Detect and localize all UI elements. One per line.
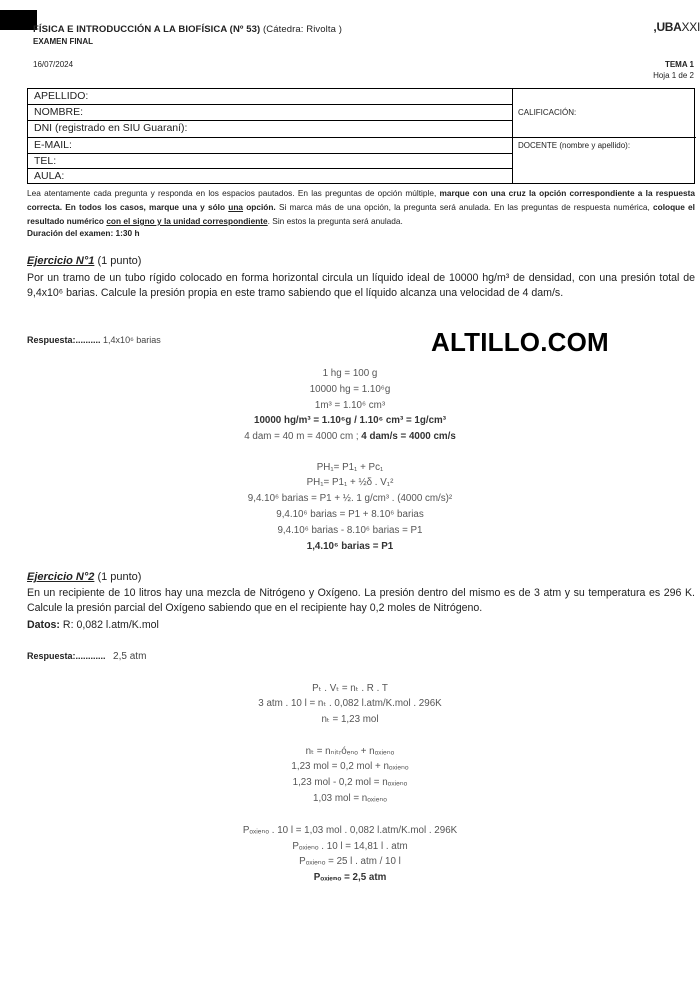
ej2-datos: Datos: R: 0,082 l.atm/K.mol — [27, 619, 159, 631]
ej1-calc-line: 10000 hg/m³ = 1.10⁶g / 1.10⁶ cm³ = 1g/cm³ — [254, 415, 446, 426]
ej1-calc-line: 4 dam = 40 m = 4000 cm ; 4 dam/s = 4000 cm/s — [244, 431, 456, 442]
ej1-heading: Ejercicio N°1 (1 punto) — [27, 255, 142, 267]
ej2-answer[interactable]: Respuesta:............ 2,5 atm — [27, 651, 147, 662]
field-docente[interactable]: DOCENTE (nombre y apellido): — [518, 141, 631, 150]
ej2-calc-result: Pₒₓᵢₑₙₒ = 2,5 atm — [313, 872, 387, 883]
field-apellido[interactable]: APELLIDO: — [28, 89, 512, 105]
ej2-calc-line: Pₜ . Vₜ = nₜ . R . T — [312, 683, 388, 694]
ej2-calc-line: Pₒₓᵢₑₙₒ = 25 l . atm / 10 l — [299, 856, 401, 867]
ej2-calc-line: 3 atm . 10 l = nₜ . 0,082 l.atm/K.mol . 296K — [258, 698, 442, 709]
form-divider — [512, 89, 513, 183]
redaction-block — [0, 10, 37, 30]
ej2-calc-line: 1,23 mol - 0,2 mol = nₒₓᵢₑₙₒ — [292, 777, 408, 788]
ej2-calc-line: Pₒₓᵢₑₙₒ . 10 l = 1,03 mol . 0,082 l.atm/K.mol . 296K — [242, 825, 458, 836]
ej1-calc-line: 1 hg = 100 g — [322, 368, 378, 379]
exam-date: 16/07/2024 — [33, 60, 74, 69]
ej1-calc-line: PH₁= P1₁ + Pc₁ — [316, 462, 384, 473]
tema-label: TEMA 1 — [664, 60, 694, 69]
ej2-calc-line: nₜ = nₙᵢₜᵣóₑₙₒ + nₒₓᵢₑₙₒ — [305, 746, 395, 757]
ej2-calc-line: Pₒₓᵢₑₙₒ . 10 l = 14,81 l . atm — [292, 841, 408, 852]
uba-logo: ,UBAXXI — [653, 20, 700, 34]
ej1-calc-line: 9,4.10⁶ barias = P1 + 8.10⁶ barias — [276, 509, 424, 520]
field-calificacion[interactable]: CALIFICACIÓN: — [518, 108, 577, 117]
ej1-calc-line: PH₁= P1₁ + ½δ . V₁² — [306, 477, 394, 488]
field-nombre[interactable]: NOMBRE: — [28, 105, 512, 121]
ej1-statement: Por un tramo de un tubo rígido colocado en forma horizontal circula un líquido ideal de 10000 hg/m³ de densidad, con una presión total de 9,4x10⁶ barias. Calcule la presión propia en este tramo sabiendo que el líquido alcanza una velocidad de 4 dam/s. — [27, 272, 695, 299]
ej1-calc-line: 9,4.10⁶ barias = P1 + ½. 1 g/cm³ . (4000 cm/s)² — [247, 493, 453, 504]
ej1-calc-line: 10000 hg = 1.10⁶g — [309, 384, 391, 395]
field-dni[interactable]: DNI (registrado en SIU Guaraní): — [28, 121, 512, 138]
ej2-calc-line: 1,03 mol = nₒₓᵢₑₙₒ — [313, 793, 387, 804]
ej1-answer[interactable]: Respuesta:.......... 1,4x10⁶ barias — [27, 335, 161, 345]
altillo-watermark: ALTILLO.COM — [431, 327, 609, 357]
student-info-form — [27, 88, 695, 184]
field-email[interactable]: E-MAIL: — [28, 138, 512, 154]
course-title: FÍSICA E INTRODUCCIÓN A LA BIOFÍSICA (Nº 53) (Cátedra: Rivolta ) — [33, 24, 342, 35]
catedra: (Cátedra: Rivolta ) — [263, 24, 342, 35]
exam-duration: Duración del examen: 1:30 h — [27, 228, 140, 238]
ej1-calc-line: 9,4.10⁶ barias - 8.10⁶ barias = P1 — [277, 525, 423, 536]
instructions: Lea atentamente cada pregunta y responda en los espacios pautados. En las preguntas de opción múltiple, marque con una cruz la opción correspondiente a la respuesta correcta. En todos los casos, marque una y sólo una opción. Si marca más de una opción, la pregunta será anulada. En las preguntas de respuesta numérica, coloque el resultado numérico con el signo y la unidad correspondiente. Sin estos la pregunta será anulada. — [27, 188, 695, 226]
ej1-calc-result: 1,4.10⁶ barias = P1 — [306, 541, 394, 552]
form-divider-right — [512, 137, 696, 138]
ej1-calc-line: 1m³ = 1.10⁶ cm³ — [314, 400, 386, 411]
ej2-statement: En un recipiente de 10 litros hay una mezcla de Nitrógeno y Oxígeno. La presión dentro del mismo es de 3 atm y su temperatura es 296 K. Calcule la presión parcial del Oxígeno sabiendo que en el recipiente hay 0,2 moles de Nitrógeno. — [27, 587, 695, 614]
ej2-heading: Ejercicio N°2 (1 punto) — [27, 571, 142, 583]
field-tel[interactable]: TEL: — [28, 154, 512, 169]
field-aula[interactable]: AULA: — [34, 170, 65, 182]
page-counter: Hoja 1 de 2 — [653, 71, 694, 80]
ej2-calc-line: 1,23 mol = 0,2 mol + nₒₓᵢₑₙₒ — [291, 761, 409, 772]
exam-type: EXAMEN FINAL — [33, 37, 93, 46]
ej2-calc-line: nₜ = 1,23 mol — [321, 714, 379, 725]
